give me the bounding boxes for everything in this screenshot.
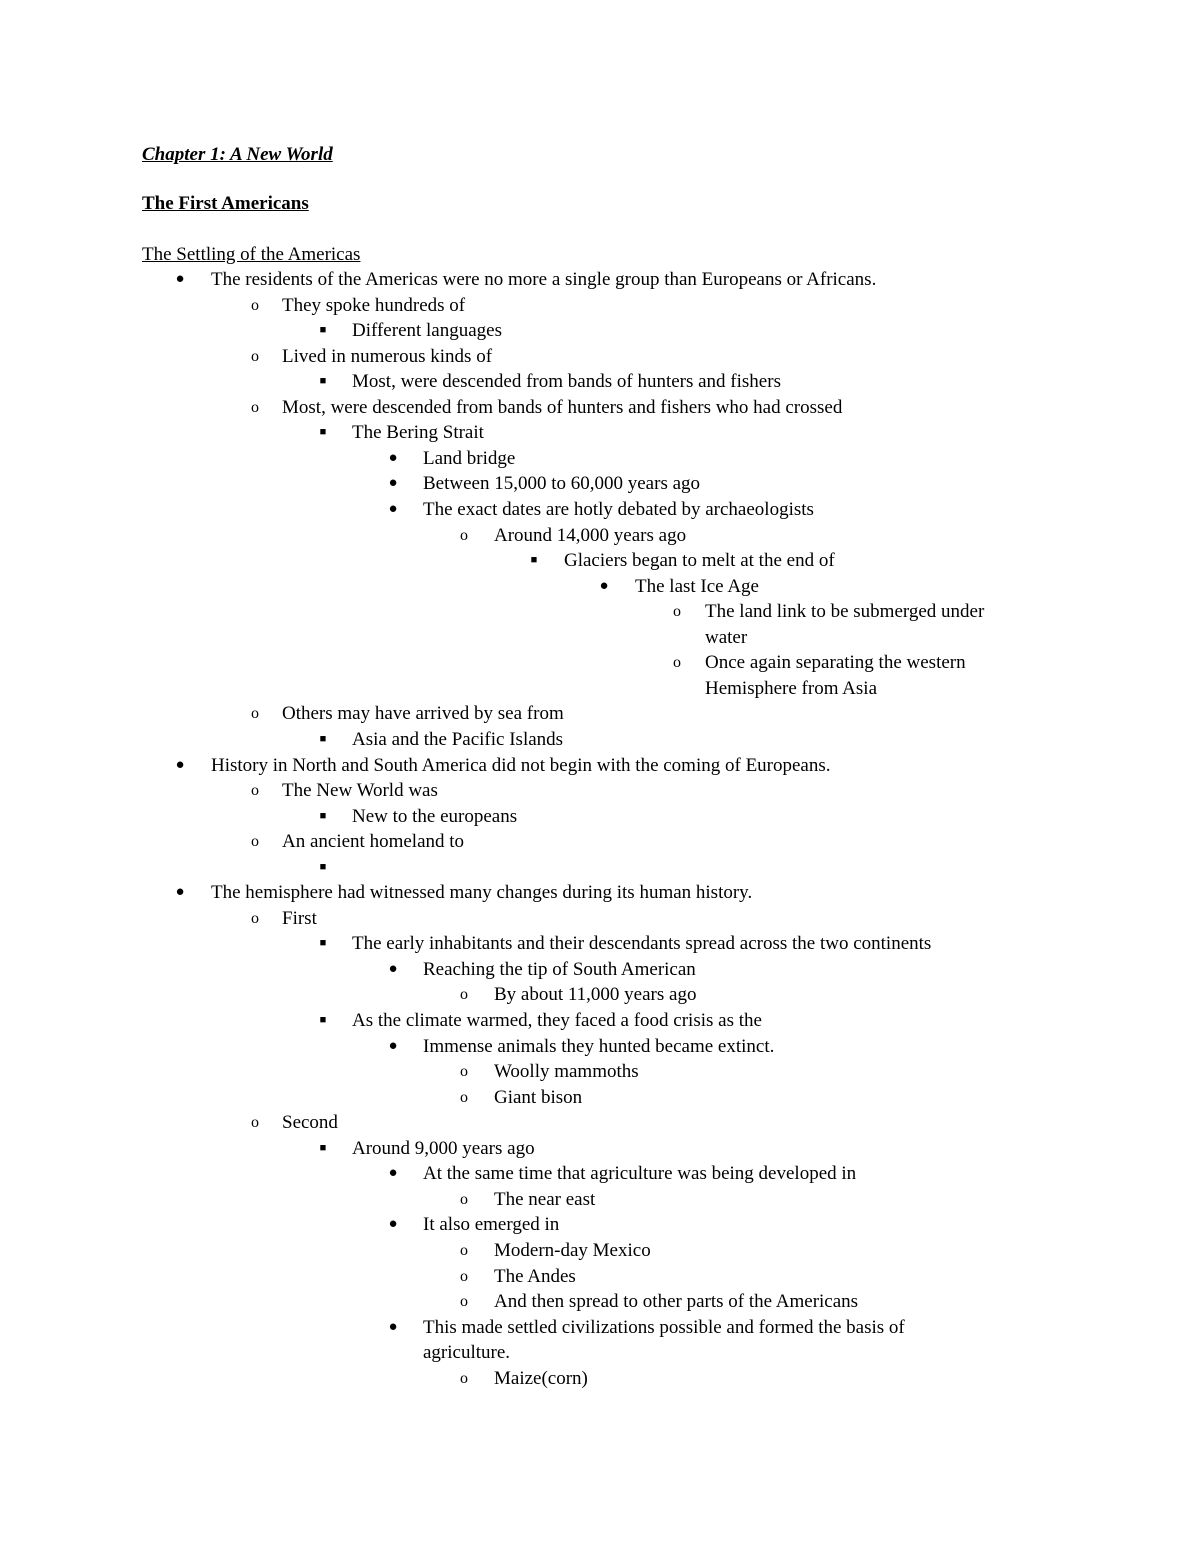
list-item — [0, 344, 1200, 369]
list-item-text: Woolly mammoths — [494, 1061, 639, 1083]
list-item-text: agriculture. — [423, 1342, 511, 1364]
list-item — [0, 906, 1200, 931]
list-item — [0, 293, 1200, 318]
bullet-marker-icon: ● — [175, 271, 185, 287]
square-marker-icon: ■ — [319, 937, 327, 950]
list-item-text: Different languages — [352, 320, 503, 342]
list-item — [0, 753, 1200, 778]
list-item-text: And then spread to other parts of the Americans — [494, 1291, 859, 1312]
list-item — [0, 446, 1200, 471]
list-item-text: Glaciers began to melt at the end of — [564, 550, 835, 571]
list-item — [0, 1008, 1200, 1033]
list-item — [0, 1238, 1200, 1263]
list-item-text: As the climate warmed, they faced a food crisis as the — [352, 1010, 762, 1031]
list-item — [0, 625, 1200, 650]
list-item — [0, 1366, 1200, 1391]
list-item — [0, 931, 1200, 956]
circle-marker-icon: o — [460, 986, 468, 1004]
list-item — [0, 855, 1200, 880]
list-item-text: The residents of the Americas were no more a single group than Europeans or Africans. — [211, 269, 877, 290]
list-item — [0, 1289, 1200, 1314]
bullet-marker-icon: ● — [175, 884, 185, 901]
bullet-marker-icon: ● — [388, 960, 398, 977]
list-item-text: First — [282, 907, 317, 929]
list-item — [0, 1136, 1200, 1161]
circle-marker-icon: o — [251, 705, 259, 723]
list-item — [0, 778, 1200, 803]
list-item-text: By about 11,000 years ago — [494, 984, 697, 1006]
circle-marker-icon: o — [251, 347, 259, 365]
list-item-text: Others may have arrived by sea from — [282, 703, 564, 725]
list-item-text: Hemisphere from Asia — [705, 677, 878, 699]
circle-marker-icon: o — [460, 1267, 468, 1285]
list-item — [0, 676, 1200, 701]
square-marker-icon: ■ — [319, 1014, 327, 1026]
bullet-marker-icon: ● — [388, 1037, 398, 1054]
list-item — [0, 1187, 1200, 1212]
bullet-marker-icon: ● — [388, 1216, 398, 1233]
list-item — [0, 395, 1200, 420]
list-item — [0, 1059, 1200, 1084]
list-item — [0, 727, 1200, 752]
circle-marker-icon: o — [251, 782, 259, 799]
list-item-text: At the same time that agriculture was being developed in — [423, 1163, 857, 1185]
circle-marker-icon: o — [251, 398, 259, 416]
list-item-text: The New World was — [282, 780, 438, 801]
circle-marker-icon: o — [673, 654, 681, 672]
list-item-text: The early inhabitants and their descendants spread across the two continents — [352, 933, 932, 955]
list-item — [0, 1315, 1200, 1340]
bullet-marker-icon: ● — [388, 501, 398, 517]
subsection-heading: The Settling of the Americas — [142, 244, 361, 265]
bullet-marker-icon: ● — [388, 1318, 398, 1335]
list-item-text: Giant bison — [494, 1086, 583, 1108]
list-item-text: Around 9,000 years ago — [352, 1137, 535, 1159]
bullet-marker-icon: ● — [599, 577, 609, 594]
list-item — [0, 523, 1200, 548]
bullet-marker-icon: ● — [388, 449, 398, 466]
list-item — [0, 650, 1200, 675]
list-item-text: The near east — [494, 1188, 596, 1210]
list-item-text: The exact dates are hotly debated by archaeologists — [423, 499, 814, 520]
list-item-text: Asia and the Pacific Islands — [352, 728, 564, 750]
list-item-text: This made settled civilizations possible and formed the basis of — [423, 1316, 905, 1338]
circle-marker-icon: o — [460, 1293, 468, 1310]
list-item-text: water — [705, 626, 748, 648]
chapter-title-line — [0, 142, 1200, 167]
list-item — [0, 1110, 1200, 1135]
bullet-marker-icon: ● — [388, 1165, 398, 1182]
list-item-text: Once again separating the western — [705, 652, 966, 674]
list-item — [0, 497, 1200, 522]
list-item — [0, 1161, 1200, 1186]
list-item-text: They spoke hundreds of — [282, 294, 466, 316]
list-item-text: Reaching the tip of South American — [423, 958, 696, 980]
circle-marker-icon: o — [460, 1241, 468, 1259]
list-item-text: Land bridge — [423, 447, 516, 469]
list-item-text: Maize(corn) — [494, 1367, 588, 1389]
list-item — [0, 1340, 1200, 1365]
list-item — [0, 1264, 1200, 1289]
list-item-text: It also emerged in — [423, 1214, 560, 1236]
circle-marker-icon: o — [460, 1190, 468, 1208]
bullet-marker-icon: ● — [175, 756, 185, 773]
circle-marker-icon: o — [251, 1114, 259, 1132]
list-item — [0, 1034, 1200, 1059]
list-item-text: Immense animals they hunted became extinct. — [423, 1035, 775, 1057]
circle-marker-icon: o — [251, 833, 259, 851]
section-heading-line — [0, 191, 1200, 216]
circle-marker-icon: o — [460, 526, 468, 544]
list-item — [0, 548, 1200, 573]
list-item-text: Around 14,000 years ago — [494, 524, 687, 546]
list-item-text: History in North and South America did not begin with the coming of Europeans. — [211, 754, 831, 776]
square-marker-icon: ■ — [319, 426, 327, 439]
list-item — [0, 420, 1200, 445]
square-marker-icon: ■ — [319, 375, 327, 388]
list-item — [0, 1212, 1200, 1237]
list-item-text: The hemisphere had witnessed many changes during its human history. — [211, 882, 753, 904]
square-marker-icon: ■ — [319, 860, 327, 873]
subsection-heading-line — [0, 242, 1200, 267]
circle-marker-icon: o — [251, 296, 259, 314]
square-marker-icon: ■ — [530, 554, 538, 566]
square-marker-icon: ■ — [319, 1141, 327, 1154]
list-item — [0, 982, 1200, 1007]
list-item-text: The land link to be submerged under — [705, 601, 985, 623]
list-item-text: An ancient homeland to — [282, 831, 465, 853]
list-item-text: The last Ice Age — [635, 575, 759, 597]
list-item-text: New to the europeans — [352, 805, 518, 827]
circle-marker-icon: o — [460, 1088, 468, 1106]
list-item-text: Most, were descended from bands of hunters and fishers — [352, 371, 781, 393]
list-item — [0, 1085, 1200, 1110]
list-item — [0, 701, 1200, 726]
circle-marker-icon: o — [460, 1369, 468, 1387]
circle-marker-icon: o — [460, 1063, 468, 1081]
list-item — [0, 804, 1200, 829]
list-item-text: Second — [282, 1112, 338, 1134]
list-item-text: Lived in numerous kinds of — [282, 345, 493, 367]
list-item — [0, 574, 1200, 599]
list-item-text: The Andes — [494, 1265, 576, 1287]
list-item-text: Between 15,000 to 60,000 years ago — [423, 473, 701, 495]
list-item-text: The Bering Strait — [352, 422, 484, 444]
list-item — [0, 471, 1200, 496]
list-item — [0, 369, 1200, 394]
list-item — [0, 880, 1200, 905]
list-item — [0, 957, 1200, 982]
list-item-text: Modern-day Mexico — [494, 1239, 651, 1261]
circle-marker-icon: o — [251, 909, 259, 927]
square-marker-icon: ■ — [319, 324, 327, 337]
list-item — [0, 318, 1200, 343]
square-marker-icon: ■ — [319, 809, 327, 822]
square-marker-icon: ■ — [319, 732, 327, 745]
circle-marker-icon: o — [673, 603, 681, 621]
list-item-text: Most, were descended from bands of hunters and fishers who had crossed — [282, 396, 843, 418]
section-heading: The First Americans — [142, 193, 309, 214]
chapter-title: Chapter 1: A New World — [142, 144, 333, 165]
bullet-marker-icon: ● — [388, 475, 398, 492]
list-item — [0, 829, 1200, 854]
list-item — [0, 267, 1200, 292]
list-item — [0, 599, 1200, 624]
